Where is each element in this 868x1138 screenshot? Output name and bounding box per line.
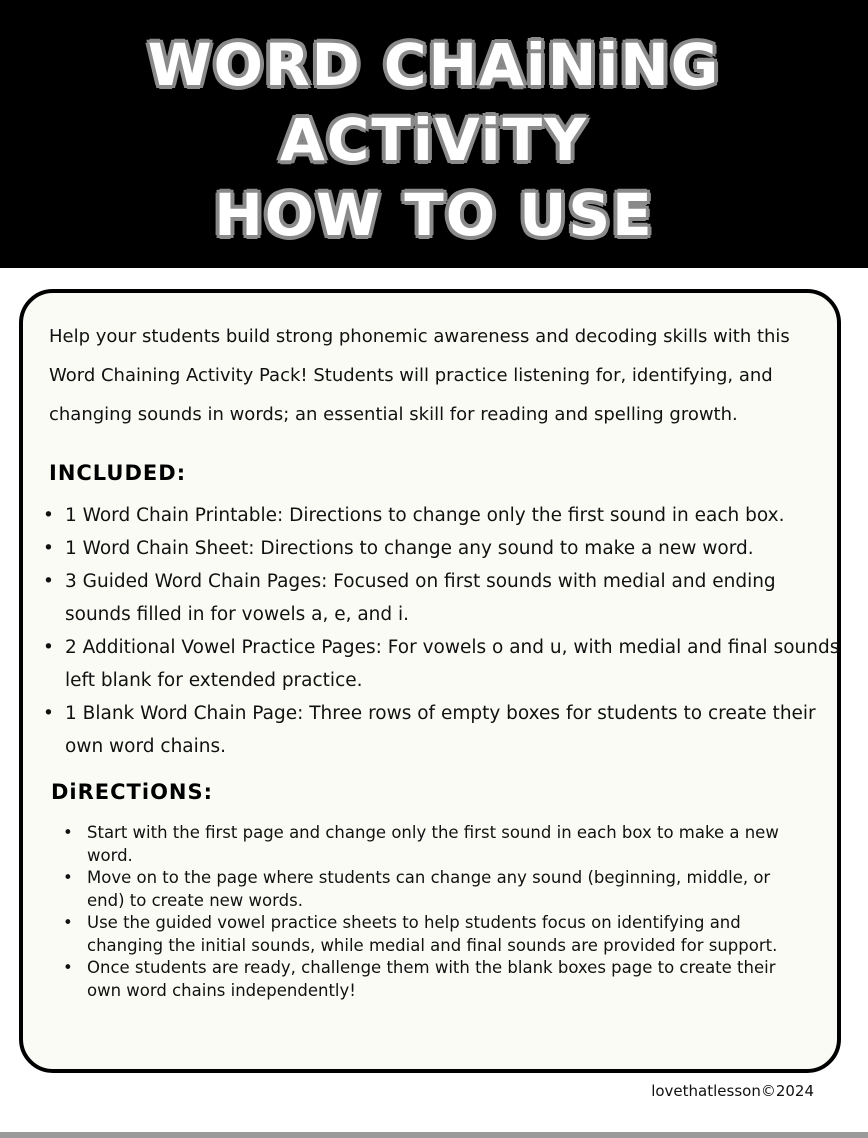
list-item-text: 1 Word Chain Sheet: Directions to change any sound to make a new word. <box>65 538 754 559</box>
included-heading: INCLUDED: <box>49 461 187 485</box>
list-item-text: Move on to the page where students can change any sound (beginning, middle, or end) to create new words. <box>87 868 771 910</box>
bullet-icon: • <box>63 913 73 932</box>
header-banner <box>0 0 868 268</box>
directions-list <box>63 822 793 1002</box>
bullet-icon: • <box>43 538 54 559</box>
list-item <box>43 565 843 631</box>
included-list <box>43 499 843 763</box>
list-item-text: Start with the first page and change only the first sound in each box to make a new word. <box>87 823 779 865</box>
list-item-text: 1 Blank Word Chain Page: Three rows of empty boxes for students to create their own word chains. <box>65 703 816 757</box>
bullet-icon: • <box>43 571 54 592</box>
list-item <box>63 822 793 867</box>
title-line-2: ACTiViTY <box>279 106 589 174</box>
list-item-text: 1 Word Chain Printable: Directions to change only the first sound in each box. <box>65 505 785 526</box>
list-item <box>63 867 793 912</box>
title-line-1: WORD CHAiNiNG <box>147 31 721 99</box>
directions-heading: DiRECTiONS: <box>51 780 214 804</box>
list-item <box>43 532 843 565</box>
bullet-icon: • <box>43 703 54 724</box>
list-item-text: Use the guided vowel practice sheets to help students focus on identifying and changing the initial sounds, while medial and final sounds are provided for support. <box>87 913 778 955</box>
list-item-text: 3 Guided Word Chain Pages: Focused on first sounds with medial and ending sounds filled in for vowels a, e, and i. <box>65 571 776 625</box>
title-line-3: HOW TO USE <box>214 181 654 249</box>
list-item <box>43 697 843 763</box>
bullet-icon: • <box>63 823 73 842</box>
bullet-icon: • <box>63 958 73 977</box>
bullet-icon: • <box>63 868 73 887</box>
bottom-divider <box>0 1132 868 1138</box>
bullet-icon: • <box>43 505 54 526</box>
list-item <box>63 957 793 1002</box>
list-item-text: 2 Additional Vowel Practice Pages: For vowels o and u, with medial and final sounds left blank for extended practice. <box>65 637 840 691</box>
copyright-credit: lovethatlesson©2024 <box>651 1082 814 1100</box>
list-item <box>63 912 793 957</box>
list-item <box>43 499 843 532</box>
bullet-icon: • <box>43 637 54 658</box>
list-item-text: Once students are ready, challenge them with the blank boxes page to create their own word chains independently! <box>87 958 776 1000</box>
content-card <box>19 289 841 1073</box>
list-item <box>43 631 843 697</box>
intro-paragraph: Help your students build strong phonemic awareness and decoding skills with this Word Chaining Activity Pack! Students will practice listening for, identifying, and changing sounds in words; an essential skill for reading and spelling growth. <box>49 326 790 425</box>
